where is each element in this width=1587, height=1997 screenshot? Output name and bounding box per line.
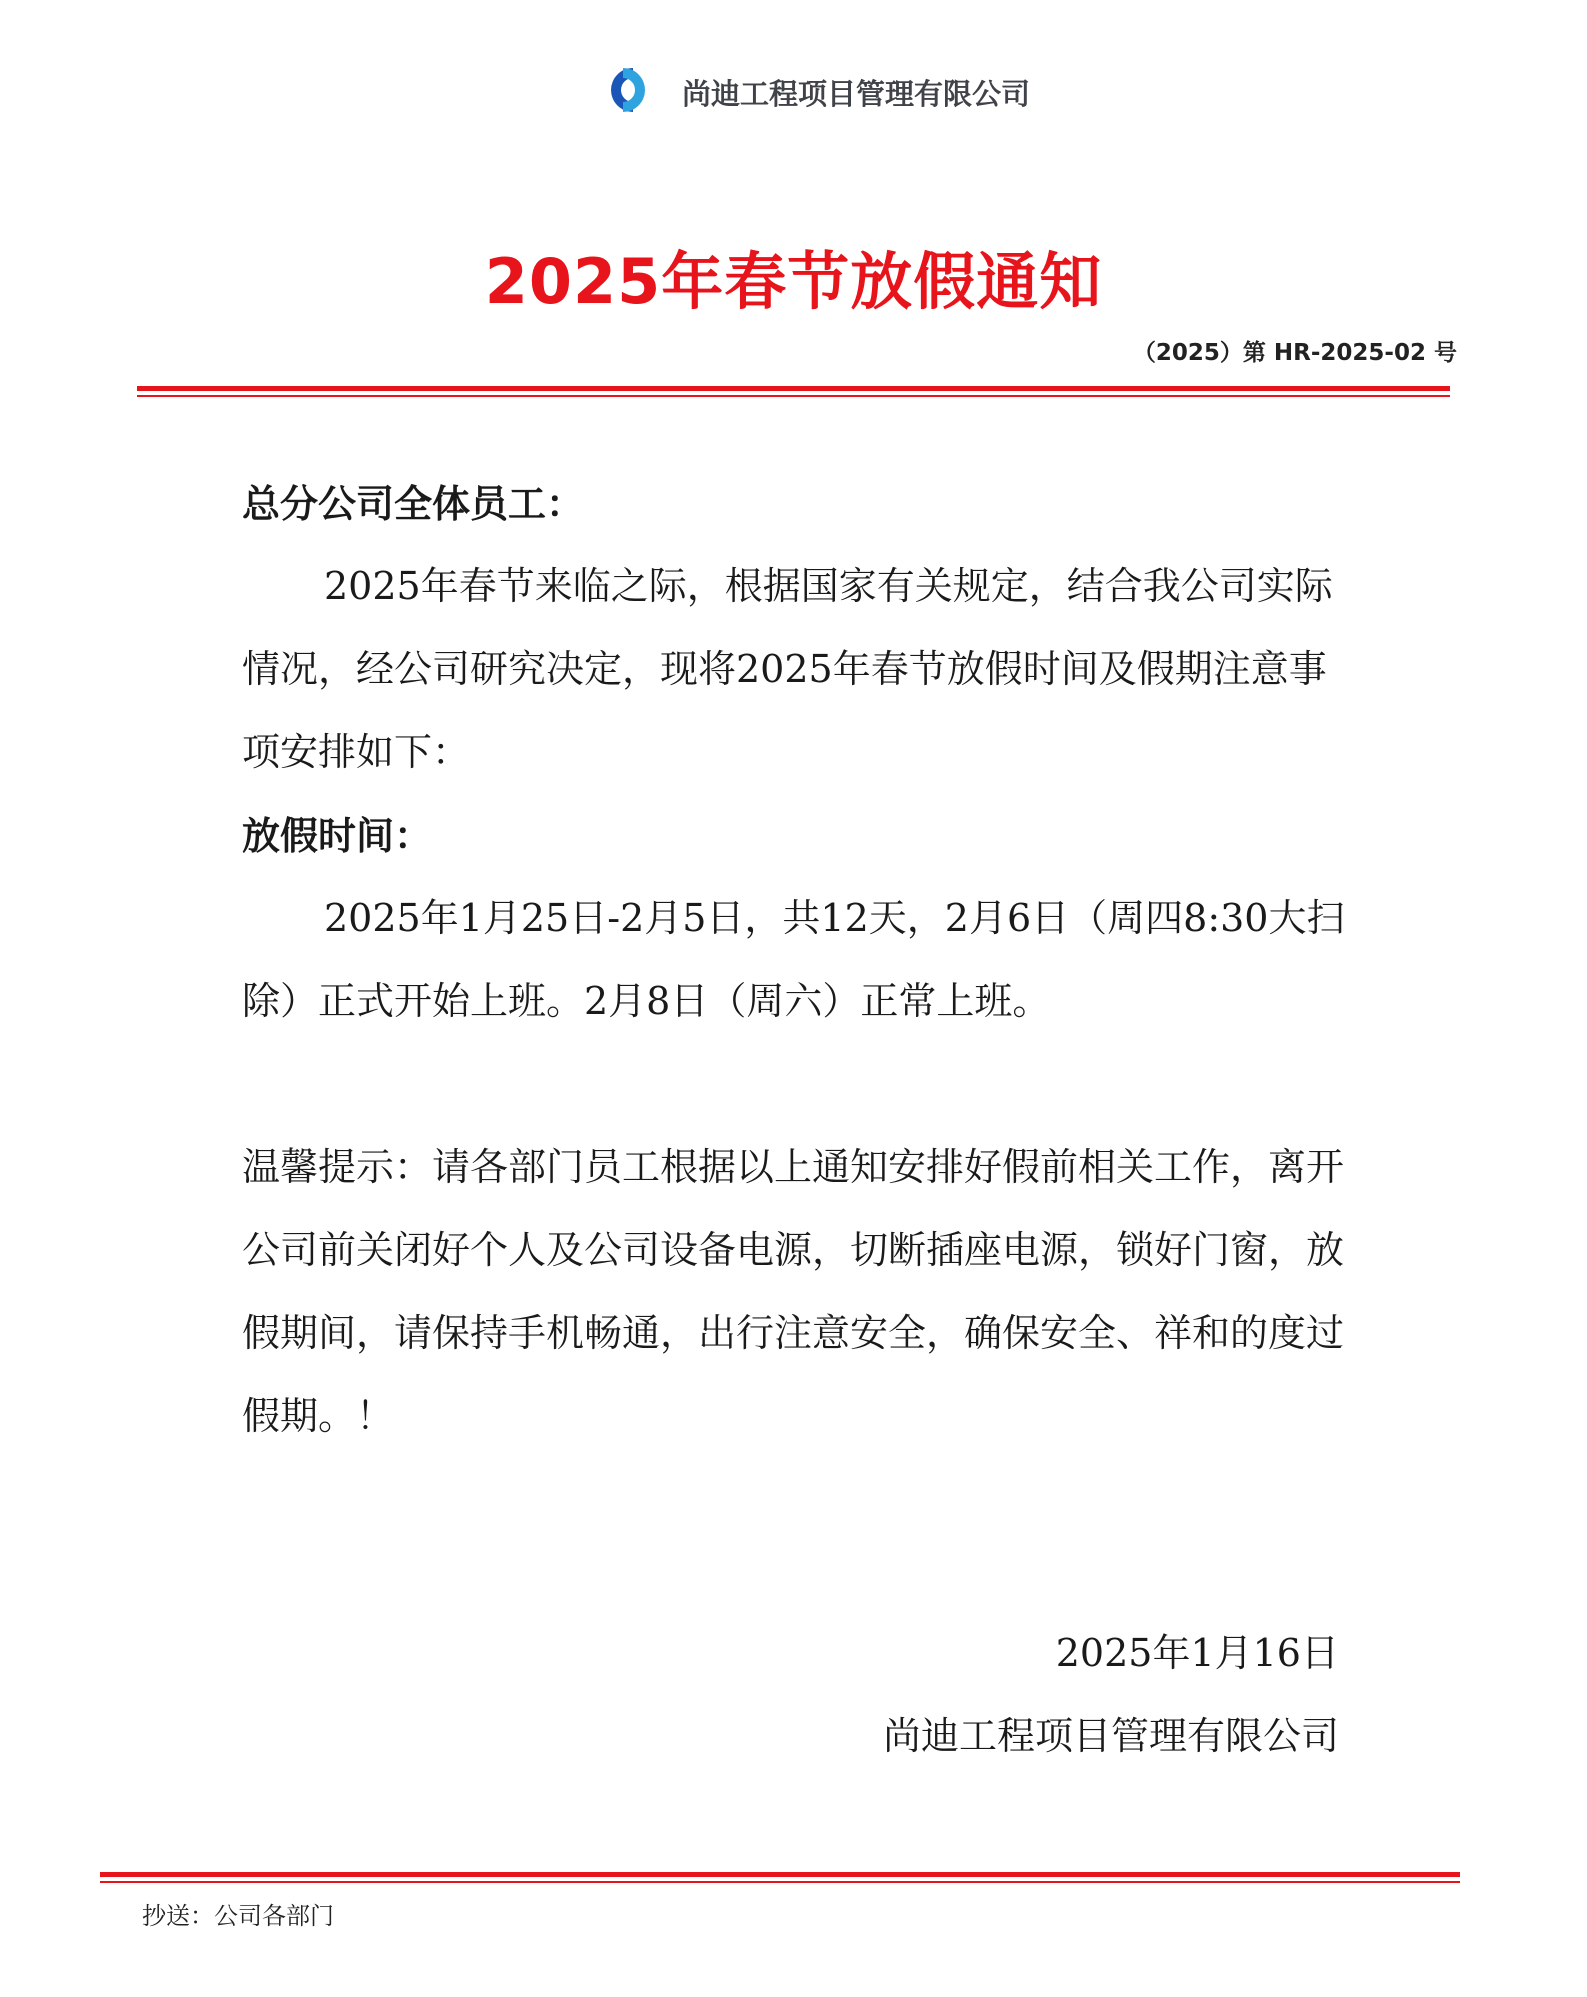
reminder-paragraph: 温馨提示：请各部门员工根据以上通知安排好假前相关工作，离开公司前关闭好个人及公司设备电源，切断插座电源，锁好门窗，放假期间，请保持手机畅通，出行注意安全，确保安全、祥和的度过假期。！ [242,1145,1345,1438]
footer-rule-thick [100,1872,1460,1877]
notice-body [242,462,1347,1458]
salutation: 总分公司全体员工： [242,481,585,526]
letterhead [0,62,1587,118]
notice-title: 2025年春节放假通知 [484,245,1103,318]
company-logo-icon [593,62,663,118]
signature-company: 尚迪工程项目管理有限公司 [882,1714,1339,1758]
document-number: （2025）第 HR-2025-02 号 [1132,340,1457,366]
signature-date: 2025年1月16日 [1055,1631,1339,1675]
holiday-text: 2025年1月25日-2月5日，共12天，2月6日（周四8:30大扫除）正式开始上班。2月8日（周六）正常上班。 [242,896,1345,1023]
header-rule-thin [137,395,1450,397]
cc-line: 抄送：公司各部门 [142,1902,334,1930]
holiday-heading: 放假时间： [242,813,433,858]
header-rule-thick [137,386,1450,391]
intro-paragraph: 2025年春节来临之际，根据国家有关规定，结合我公司实际情况，经公司研究决定，现将2025年春节放假时间及假期注意事项安排如下： [242,564,1333,774]
footer-rule-thin [100,1881,1460,1883]
letterhead-company-name: 尚迪工程项目管理有限公司 [682,77,1031,111]
